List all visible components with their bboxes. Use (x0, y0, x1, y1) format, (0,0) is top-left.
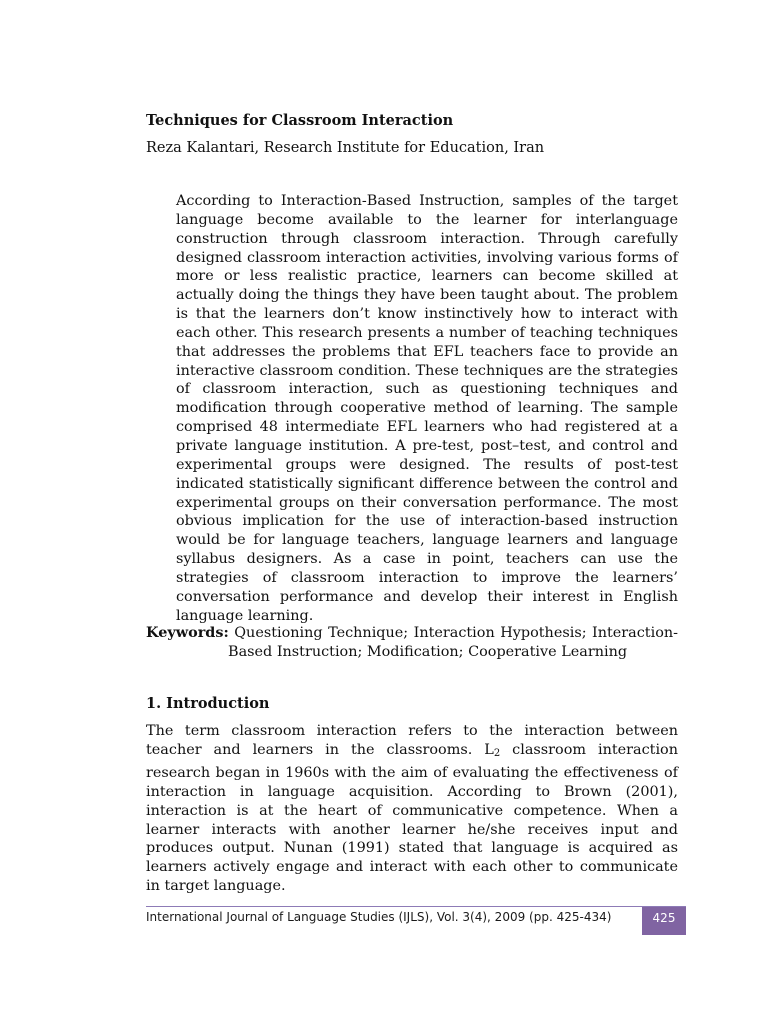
keywords-text: Questioning Technique; Interaction Hypothesis; Interaction-Based Instruction; Modification; Cooperative Learning (228, 625, 678, 660)
intro-text-part-1: The term classroom interaction refers to the interaction between teacher and learners in the classrooms. L (146, 723, 678, 758)
page-number-badge: 425 (642, 907, 686, 935)
paper-title: Techniques for Classroom Interaction (146, 112, 454, 129)
l2-subscript: 2 (493, 747, 501, 759)
intro-text-part-2: classroom interaction research began in 1960s with the aim of evaluating the effectiveness of interaction in language acquisition. According to Brown (2001), interaction is at the heart of communicative competence. When a learner interacts with another learner he/she receives input and produces output. Nunan (1991) stated that language is acquired as learners actively engage and interact with each other to communicate in target language. (146, 741, 678, 895)
page-footer (146, 906, 686, 937)
introduction-paragraph (146, 722, 678, 896)
keywords-block (146, 624, 678, 661)
section-heading-introduction: 1. Introduction (146, 695, 270, 712)
abstract-paragraph: According to Interaction-Based Instruction, samples of the target language become available to the learner for interlanguage construction through classroom interaction. Through carefully designed classroom interaction activities, involving various forms of more or less realistic practice, learners can become skilled at actually doing the things they have been taught about. The problem is that the learners don’t know instinctively how to interact with each other. This research presents a number of teaching techniques that addresses the problems that EFL teachers face to provide an interactive classroom condition. These techniques are the strategies of classroom interaction, such as questioning techniques and modification through cooperative method of learning. The sample comprised 48 intermediate EFL learners who had registered at a private language institution. A pre-test, post–test, and control and experimental groups were designed. The results of post-test indicated statistically significant difference between the control and experimental groups on their conversation performance. The most obvious implication for the use of interaction-based instruction would be for language teachers, language learners and language syllabus designers. As a case in point, teachers can use the strategies of classroom interaction to improve the learners’ conversation performance and develop their interest in English language learning. (176, 193, 678, 624)
journal-citation: International Journal of Language Studies (IJLS), Vol. 3(4), 2009 (pp. 425-434) (146, 910, 612, 924)
author-affiliation: Reza Kalantari, Research Institute for Education, Iran (146, 140, 545, 156)
keywords-label: Keywords: (146, 624, 229, 641)
